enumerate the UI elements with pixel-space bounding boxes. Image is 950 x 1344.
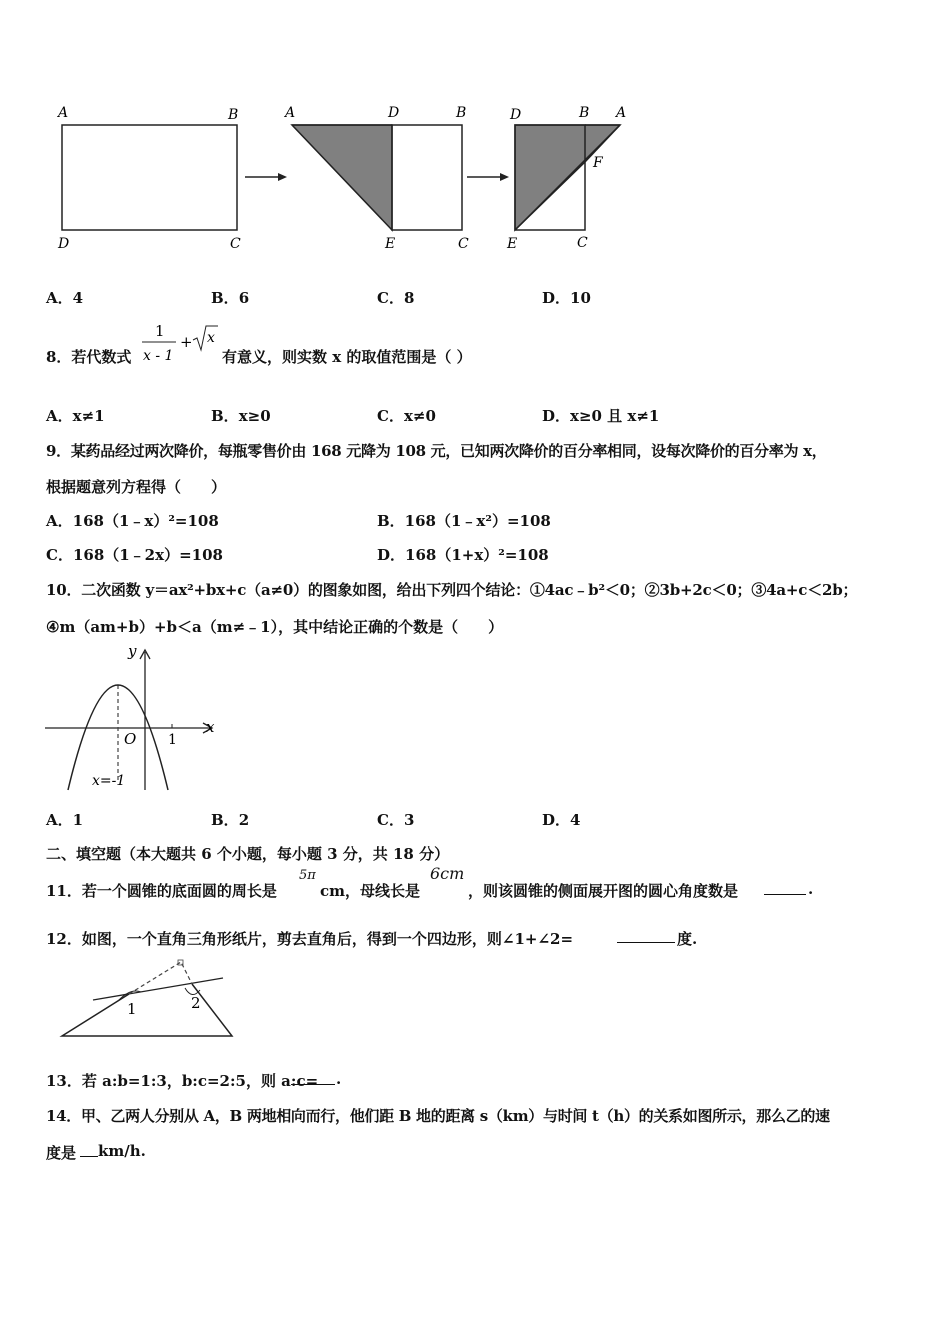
q9-line2: 根据题意列方程得（ ） xyxy=(46,478,227,496)
q9-option-b: B．168（1﹣x²）=108 xyxy=(377,512,551,530)
fig7-label-a2: A xyxy=(285,105,296,121)
q13-text: 13．若 a:b=1:3，b:c=2:5，则 a:c= xyxy=(46,1072,319,1090)
fig7-label-f3: F xyxy=(593,155,603,171)
fig7-label-b2: B xyxy=(456,105,467,121)
q11-end: . xyxy=(808,880,814,898)
fig7-label-c1: C xyxy=(230,236,241,252)
fig7-label-b1: B xyxy=(228,107,239,123)
fig7-label-e2: E xyxy=(385,236,396,252)
fig7-label-e3: E xyxy=(507,236,518,252)
q7-option-a: A．4 xyxy=(46,289,84,307)
q11-slant: 6cm xyxy=(430,864,465,883)
fig7-label-b3: B xyxy=(579,105,590,121)
q13-answer-blank[interactable] xyxy=(291,1070,335,1085)
q8-suffix: 有意义，则实数 x 的取值范围是（ ） xyxy=(222,348,472,366)
q11-unit: cm，母线长是 xyxy=(320,882,421,900)
q10-option-c: C．3 xyxy=(377,811,415,829)
fig7-label-d2: D xyxy=(388,105,400,121)
q11-suffix: ，则该圆锥的侧面展开图的圆心角度数是 xyxy=(468,882,739,900)
q9-line1: 9．某药品经过两次降价，每瓶零售价由 168 元降为 108 元，已知两次降价的百分率相同，设每次降价的百分率为 x， xyxy=(46,442,827,460)
q10-line2: ④m（am+b）+b＜a（m≠﹣1），其中结论正确的个数是（ ） xyxy=(46,618,504,636)
fig7-label-d3: D xyxy=(510,107,522,123)
q8-frac-den: x - 1 xyxy=(143,348,174,364)
graph-label-x: x xyxy=(206,718,215,736)
graph-label-axis: x=-1 xyxy=(92,773,126,789)
q8-expression xyxy=(138,318,223,368)
q12-answer-blank[interactable] xyxy=(617,928,675,943)
q14-line2-suffix: km/h. xyxy=(98,1142,146,1160)
q8-frac-num: 1 xyxy=(155,322,165,340)
q14-answer-blank[interactable] xyxy=(80,1142,98,1157)
graph-label-one: 1 xyxy=(168,732,177,748)
q9-option-c: C．168（1﹣2x）=108 xyxy=(46,546,223,564)
q7-option-b: B．6 xyxy=(211,289,250,307)
cut-line xyxy=(93,978,223,1000)
q9-option-d: D．168（1+x）²=108 xyxy=(377,546,549,564)
q10-line1: 10．二次函数 y＝ax²+bx+c（a≠0）的图象如图，给出下列四个结论：①4ac﹣b²＜0；②3b+2c＜0；③4a+c＜2b； xyxy=(46,581,858,599)
q14-line2-prefix: 度是 xyxy=(46,1144,77,1162)
cut-quadrilateral xyxy=(62,984,232,1036)
q12-end: 度. xyxy=(677,930,698,948)
parabola-graph xyxy=(40,640,225,795)
fig7-label-a3: A xyxy=(616,105,627,121)
folding-rectangle-figure xyxy=(40,95,660,260)
q11-answer-blank[interactable] xyxy=(764,880,806,895)
q10-option-d: D．4 xyxy=(542,811,581,829)
q12-text: 12．如图，一个直角三角形纸片，剪去直角后，得到一个四边形，则∠1+∠2= xyxy=(46,930,574,948)
q10-option-b: B．2 xyxy=(211,811,250,829)
q8-plus: + xyxy=(180,333,193,351)
fig7-label-a1: A xyxy=(58,105,69,121)
q13-end: . xyxy=(336,1070,342,1088)
graph-label-y: y xyxy=(128,642,137,660)
q8-sqrt-arg: x xyxy=(207,330,215,346)
q8-option-d: D．x≥0 且 x≠1 xyxy=(542,407,660,425)
q10-option-a: A．1 xyxy=(46,811,84,829)
q9-option-a: A．168（1﹣x）²=108 xyxy=(46,512,219,530)
q7-option-c: C．8 xyxy=(377,289,415,307)
q7-option-d: D．10 xyxy=(542,289,591,307)
angle-1-label: 1 xyxy=(127,1000,137,1018)
cut-triangle-figure xyxy=(55,952,245,1044)
section-2-heading: 二、填空题（本大题共 6 个小题，每小题 3 分，共 18 分） xyxy=(46,845,450,863)
fig7-label-c2: C xyxy=(458,236,469,252)
q11-prefix: 11．若一个圆锥的底面圆的周长是 xyxy=(46,882,277,900)
q8-option-a: A．x≠1 xyxy=(46,407,105,425)
angle-2-label: 2 xyxy=(191,994,201,1012)
q8-option-b: B．x≥0 xyxy=(211,407,271,425)
q14-line1: 14．甲、乙两人分别从 A，B 两地相向而行，他们距 B 地的距离 s（km）与时间 t（h）的关系如图所示，那么乙的速 xyxy=(46,1107,830,1125)
fig7-label-c3: C xyxy=(577,235,588,251)
graph-label-origin: O xyxy=(124,730,137,748)
q11-circumference: 5π xyxy=(299,868,316,883)
q8-prefix: 8．若代数式 xyxy=(46,348,132,366)
fig7-label-d1: D xyxy=(58,236,70,252)
q8-option-c: C．x≠0 xyxy=(377,407,436,425)
